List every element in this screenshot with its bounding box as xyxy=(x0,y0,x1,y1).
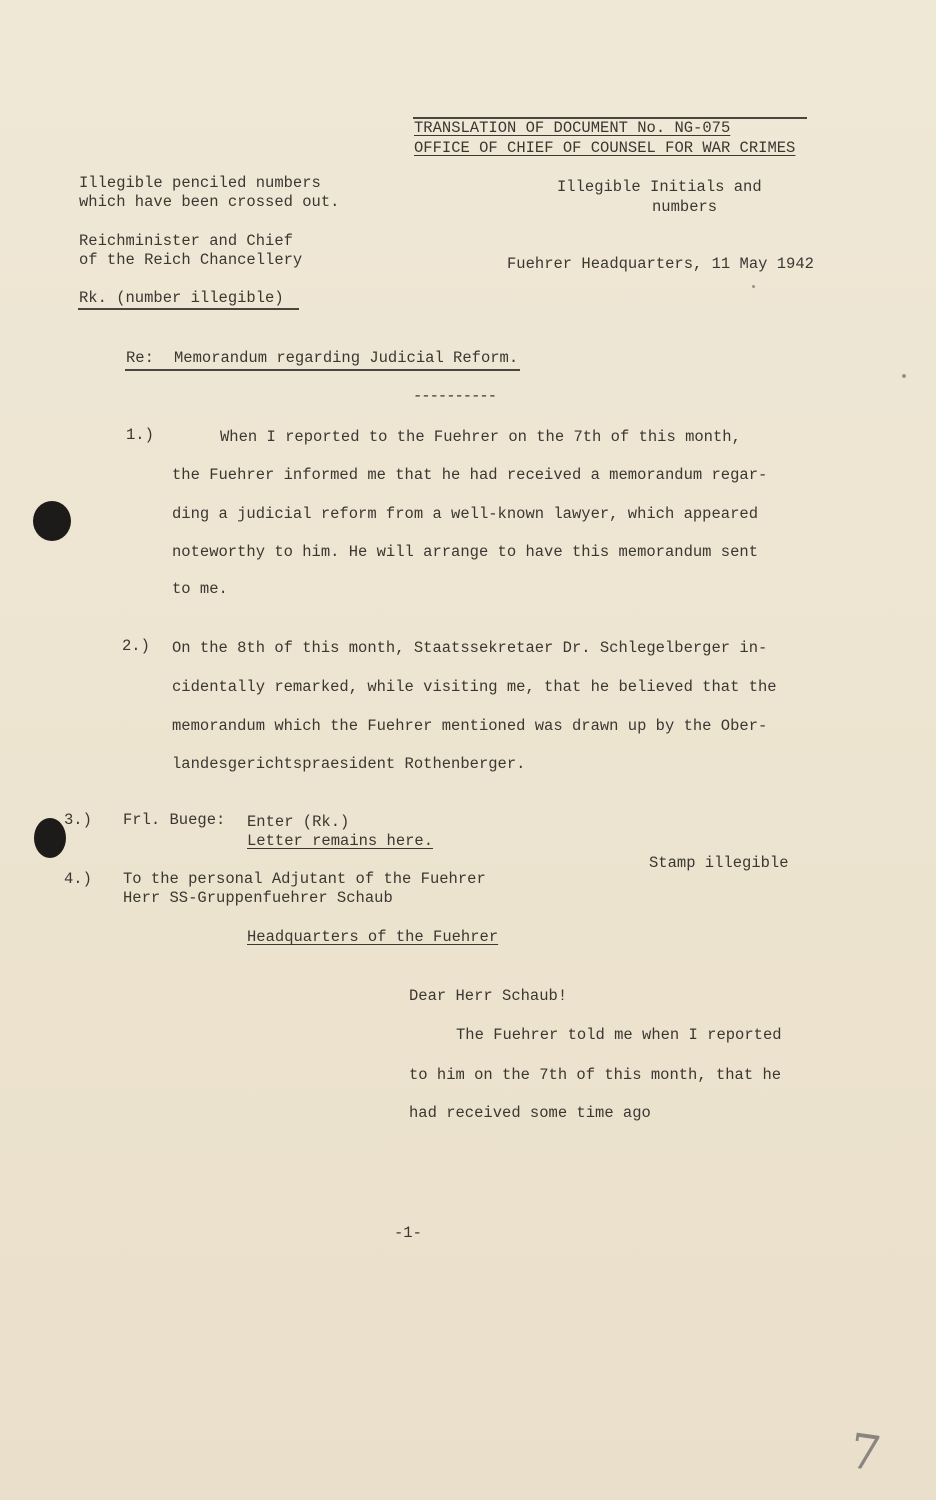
item-3-number: 3.) xyxy=(64,811,92,829)
item-4-line1: To the personal Adjutant of the Fuehrer xyxy=(123,870,486,888)
sender-line2: of the Reich Chancellery xyxy=(79,251,303,269)
pencil-mark: 7 xyxy=(846,1423,885,1483)
letter-line: to him on the 7th of this month, that he xyxy=(409,1066,782,1084)
paper-speck xyxy=(902,374,906,378)
punch-hole-icon xyxy=(33,501,71,541)
separator-dashes: ---------- xyxy=(413,387,497,405)
document-title-line1: TRANSLATION OF DOCUMENT No. NG-075 xyxy=(414,119,731,137)
paragraph-1-line: When I reported to the Fuehrer on the 7th of this month, xyxy=(220,428,741,446)
paragraph-1-line: ding a judicial reform from a well-known lawyer, which appeared xyxy=(172,505,758,523)
letter-line: had received some time ago xyxy=(409,1104,651,1122)
paper-speck xyxy=(752,285,755,288)
penciled-numbers-note-line2: which have been crossed out. xyxy=(79,193,340,211)
subject-underline xyxy=(125,369,520,371)
paragraph-1-line: to me. xyxy=(172,580,228,598)
document-title-line2: OFFICE OF CHIEF OF COUNSEL FOR WAR CRIMES xyxy=(414,139,796,157)
penciled-numbers-note-line1: Illegible penciled numbers xyxy=(79,174,321,192)
initials-note-line1: Illegible Initials and xyxy=(557,178,762,196)
subject-text: Memorandum regarding Judicial Reform. xyxy=(174,349,519,367)
paragraph-1-line: noteworthy to him. He will arrange to have this memorandum sent xyxy=(172,543,758,561)
initials-note-line2: numbers xyxy=(652,198,718,216)
paragraph-1-number: 1.) xyxy=(126,426,154,444)
item-4-address: Headquarters of the Fuehrer xyxy=(247,928,499,946)
paragraph-2-number: 2.) xyxy=(122,637,150,655)
paragraph-2-line: landesgerichtspraesident Rothenberger. xyxy=(172,755,526,773)
item-3-label: Frl. Buege: xyxy=(123,811,226,829)
subject-prefix: Re: xyxy=(126,349,154,367)
paragraph-2-line: On the 8th of this month, Staatssekretaer Dr. Schlegelberger in- xyxy=(172,639,768,657)
reference-number: Rk. (number illegible) xyxy=(79,289,284,307)
page-number: -1- xyxy=(394,1224,422,1242)
reference-underline xyxy=(78,308,299,310)
item-3-line1: Enter (Rk.) xyxy=(247,813,350,831)
letter-line: The Fuehrer told me when I reported xyxy=(456,1026,782,1044)
paragraph-1-line: the Fuehrer informed me that he had received a memorandum regar- xyxy=(172,466,768,484)
paragraph-2-line: cidentally remarked, while visiting me, that he believed that the xyxy=(172,678,777,696)
place-and-date: Fuehrer Headquarters, 11 May 1942 xyxy=(507,255,814,273)
item-3-line2: Letter remains here. xyxy=(247,832,434,850)
sender-line1: Reichminister and Chief xyxy=(79,232,293,250)
punch-hole-icon xyxy=(34,818,66,858)
stamp-note: Stamp illegible xyxy=(649,854,789,872)
paragraph-2-line: memorandum which the Fuehrer mentioned was drawn up by the Ober- xyxy=(172,717,768,735)
item-4-number: 4.) xyxy=(64,870,92,888)
item-4-line2: Herr SS-Gruppenfuehrer Schaub xyxy=(123,889,393,907)
letter-salutation: Dear Herr Schaub! xyxy=(409,987,568,1005)
